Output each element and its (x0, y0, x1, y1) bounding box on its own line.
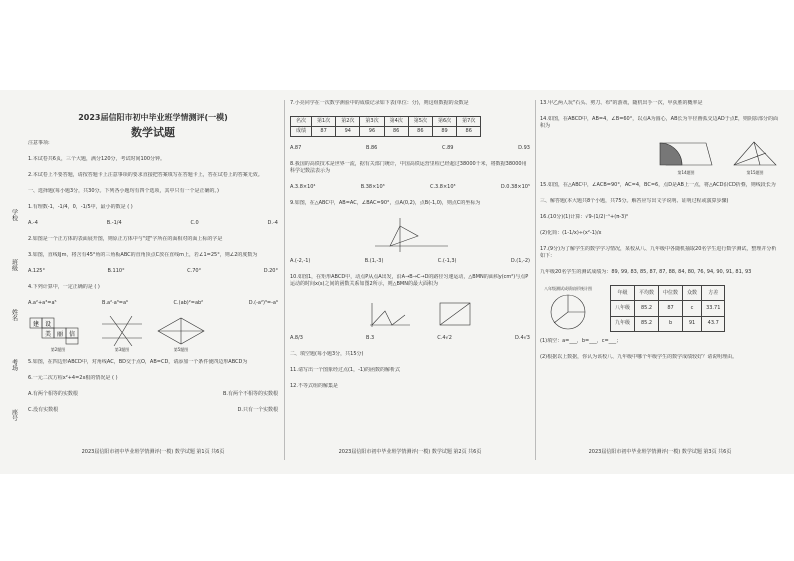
question-6: 6.一元二次方程x²+4=2x根的情况是 ( ) (28, 375, 118, 381)
pie-title: 八年级测试成绩扇形统计图 (544, 286, 592, 291)
binder-label: 座号 (10, 409, 18, 421)
score-table: 名次 第1次 第2次 第3次 第4次 第5次 第6次 第7次 成绩 87 94 96 86 86 89 86 (290, 116, 481, 137)
cube-char: 设 (45, 321, 52, 328)
question-6-options-a: A.有两个相等的实数根 B.有两个不相等的实数根 (28, 391, 278, 397)
section-heading: 二、填空题(每小题3分，共15分) (290, 351, 364, 357)
question-17-data: 九年级20名学生的测试成绩为：89, 99, 83, 85, 87, 87, 88, 84, 80, 76, 94, 90, 91, 81, 93 (540, 269, 752, 275)
figure-caption: 第2题图 (50, 347, 66, 352)
cube-char: 建 (33, 321, 40, 328)
pie-chart-figure (540, 285, 596, 332)
cube-char: 丽 (57, 331, 64, 338)
question-17-part-1: (1)填空：a=___，b=___，c=___； (540, 338, 622, 344)
section-heading: 一、选择题(每小题3分，共30分。下列各小题均有四个选项，其中只有一个是正确的。) (28, 188, 219, 194)
question-16-part-2: (2)化简：(1-1/x)÷(x²-1)/x (540, 230, 602, 236)
page-1 (28, 100, 278, 460)
question-7: 7.小亮同学在一次数学测验中的成绩记录如下表(单位：分)，则这组数据的众数是 (290, 100, 469, 106)
section-heading: 三、解答题(本大题共8个小题，共75分。解答应写出文字说明、证明过程或演算步骤) (540, 198, 729, 204)
triangle-fold-diagram (730, 139, 780, 169)
quadrilateral-figure (156, 316, 206, 353)
page-footer: 2023届信阳市初中毕业班学情测评(一模) 数学试题 第2页 共6页 (338, 449, 482, 455)
figure-row (540, 139, 780, 176)
question-16: 16.(10分)(1)计算：√9-(1/2)⁻¹+(π-3)⁰ (540, 214, 629, 220)
page-divider (284, 100, 285, 460)
notice-item: 1.本试卷共6页，三个大题，满分120分，考试时间100分钟。 (28, 156, 166, 162)
question-1: 1.有理数-1，-1/4，0，-1/5中，最小的数是 ( ) (28, 204, 133, 210)
question-8: 8.我国的高铁技术是世界一流，据有关部门统计，中国高铁运营里程已经超过38000千米，将数据38000用科学记数法表示为 (290, 161, 527, 174)
figure-row (28, 316, 278, 353)
question-3: 3.如图，直线l∥m，将含有45°角的三角板ABC的直角顶点C放在直线m上，若∠1=25°，则∠2的度数为 (28, 252, 258, 258)
parallelogram-diagram (656, 139, 716, 169)
angle-figure (102, 316, 142, 353)
notice-head: 注意事项: (28, 140, 50, 146)
figure-caption: 第14题图 (677, 170, 695, 175)
question-4: 4.下列计算中，一定正确的是 ( ) (28, 284, 100, 290)
exam-title: 2023届信阳市初中毕业班学情测评(一模) (78, 113, 228, 122)
question-5: 5.如图，在四边形ABCD中，对角线AC，BD交于点O，AB=CD，请添加一个条件使四边形ABCD为 (28, 359, 248, 365)
cube-char: 信 (69, 331, 76, 338)
question-4-options: A.a²+a³=a⁵ B.a²·a³=a⁶ C.(ab)²=ab² D.(-a²)³=-a⁶ (28, 300, 278, 306)
binder-label: 学校 (10, 209, 18, 221)
question-7-options: A.87 B.86 C.89 D.93 (290, 145, 530, 151)
question-13: 13.甲乙两人玩"石头、剪刀、布"的游戏，随机出手一次，甲获胜的概率是 (540, 100, 703, 106)
cube-net-figure (28, 316, 88, 353)
stats-row (540, 285, 780, 332)
binder-label: 班级 (10, 259, 18, 271)
question-2: 2.如图是一个正方体的表面展开图，则原正方体中与"建"字所在的面相对的面上标的字是 (28, 236, 223, 242)
page-3 (540, 100, 780, 460)
notice-item: 2.本试卷上不要答题，请按答题卡上注意事项的要求直接把答案填写在答题卡上，答在试卷上的答案无效。 (28, 172, 263, 178)
binder-label: 姓名 (10, 309, 18, 321)
question-6-options-b: C.没有实数根 D.只有一个实数根 (28, 407, 278, 413)
figure-caption: 第5题图 (173, 347, 189, 352)
question-8-options: A.3.8×10⁴ B.38×10³ C.3.8×10³ D.0.38×10⁵ (290, 184, 530, 190)
page-divider (535, 100, 536, 460)
question-3-options: A.125° B.110° C.70° D.20° (28, 268, 278, 274)
question-11: 11.请写出一个图象经过点(1，-1)的函数的解析式 (290, 367, 401, 373)
question-12: 12.不等式组的解集是 (290, 383, 338, 389)
question-1-options: A.-4 B.-1/4 C.0 D.-4 (28, 220, 278, 226)
question-10-figures (310, 297, 510, 331)
page-2 (290, 100, 530, 460)
question-9-options: A.(-2,-1) B.(1,-3) C.(-1,3) D.(1,-2) (290, 258, 530, 264)
page-footer: 2023届信阳市初中毕业班学情测评(一模) 数学试题 第3页 共6页 (588, 449, 732, 455)
binder-label: 考场 (10, 359, 18, 371)
question-9: 9.如图，在△ABC中，AB=AC，∠BAC=90°，点A(0,2)，点B(-1,0)，则点C的坐标为 (290, 200, 481, 206)
stats-table: 年级 平均数 中位数 众数 方差 八年级 85.2 87 c 33.71 九年级 85.2 b 91 43.7 (610, 285, 725, 332)
figure-caption: 第3题图 (114, 347, 130, 352)
question-10: 10.如图1，在矩形ABCD中，动点P从点A出发，沿A→B→C→D的路径匀速运动，△BMN的面积y(cm²)与点P运动的时间x(s)之间的函数关系如图2所示，则△BMN的最大面积为 (290, 274, 529, 287)
question-17-part-2: (2)根据以上数据，你认为该校八、九年级中哪个年级学生的数学成绩较好？请说明理由。 (540, 354, 738, 360)
subject-title: 数学试题 (131, 126, 175, 139)
question-14: 14.如图，在ABCD中，AB=4，∠B=60°，以点A为圆心，AB长为半径画弧交边AD于点E，则阴影部分的面积为 (540, 116, 778, 129)
cube-net-diagram (28, 316, 88, 346)
parallel-lines-diagram (102, 316, 142, 346)
figure-caption: 第15题图 (746, 170, 764, 175)
binder-margin (8, 190, 20, 440)
page-footer: 2023届信阳市初中毕业班学情测评(一模) 数学试题 第1页 共6页 (81, 449, 225, 455)
question-10-options: A.8/3 B.3 C.4√2 D.4√3 (290, 335, 530, 341)
sector-figure (656, 139, 716, 176)
question-17: 17.(9分)为了解学生的数学学习情况，某校从八、九年级中各随机抽取20名学生进行数学测试，整理并分析如下： (540, 246, 777, 259)
fold-figure (730, 139, 780, 176)
quadrilateral-diagram (156, 316, 206, 346)
cube-char: 美 (45, 331, 52, 338)
pie-chart (540, 292, 596, 332)
coordinate-figure (370, 216, 450, 254)
question-15: 15.如图，在△ABC中，∠ACB=90°，AC=4，BC=6，点D是AB上一点，将△ACD沿CD折叠，则线段长为 (540, 182, 776, 188)
